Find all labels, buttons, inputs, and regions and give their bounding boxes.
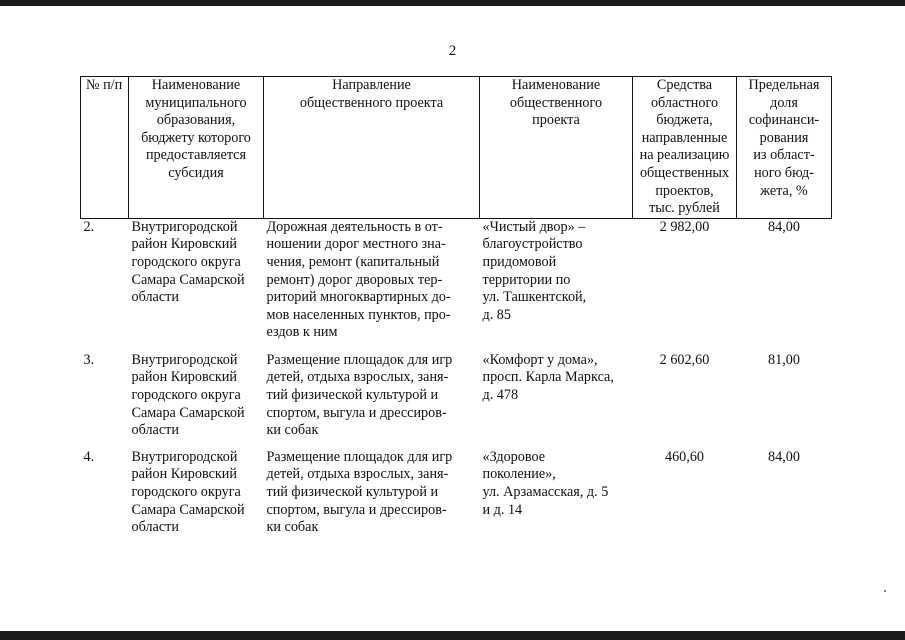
table-row <box>81 218 832 352</box>
table-header <box>81 77 832 219</box>
subsidy-table <box>80 76 832 539</box>
table-row <box>81 352 832 449</box>
share-cell: 84,00 <box>768 218 800 235</box>
project-cell: «Чистый двор» – благоустройство придомовой территории по ул. Ташкентской, д. 85 <box>482 218 587 323</box>
row-number: 2. <box>83 218 95 235</box>
funds-cell: 2 982,00 <box>659 218 710 235</box>
direction-cell: Размещение площадок для игр детей, отдыха взрослых, заня- тий физической культурой и спортом, выгула и дрессиров- ки собак <box>266 448 453 536</box>
scan-border-top <box>0 0 905 6</box>
header-cell-funds: Средства областного бюджета, направленные на реализацию общественных проектов, тыс. рублей <box>633 77 737 219</box>
municipality-cell: Внутригородской район Кировский городского округа Самара Самарской области <box>131 218 245 306</box>
municipality-cell: Внутригородской район Кировский городского округа Самара Самарской области <box>131 351 245 439</box>
direction-cell: Дорожная деятельность в от- ношении дорог местного зна- чения, ремонт (капитальный ремонт) дорог дворовых тер- риторий многоквартирных до- мов населенных пунктов, про- ездов к ним <box>266 218 451 341</box>
table-row <box>81 449 832 539</box>
table-body <box>81 218 832 539</box>
municipality-cell: Внутригородской район Кировский городского округа Самара Самарской области <box>131 448 245 536</box>
header-cell-direction: Направление общественного проекта <box>264 77 480 219</box>
row-number: 4. <box>83 448 95 465</box>
header-cell-project: Наименование общественного проекта <box>480 77 633 219</box>
header-cell-municipality: Наименование муниципального образования, бюджету которого предоставляется субсидия <box>129 77 264 219</box>
header-row <box>81 77 832 219</box>
scan-border-bottom <box>0 631 905 640</box>
scan-speck <box>884 590 886 592</box>
page-number: 2 <box>448 43 457 59</box>
direction-cell: Размещение площадок для игр детей, отдыха взрослых, заня- тий физической культурой и спортом, выгула и дрессиров- ки собак <box>266 351 453 439</box>
share-cell: 81,00 <box>768 351 800 368</box>
header-cell-share: Предельная доля софинанси- рования из област- ного бюд- жета, % <box>737 77 832 219</box>
project-cell: «Комфорт у дома», просп. Карла Маркса, д. 478 <box>482 351 614 403</box>
header-cell-number: № п/п <box>81 77 129 219</box>
row-number: 3. <box>83 351 95 368</box>
share-cell: 84,00 <box>768 448 800 465</box>
funds-cell: 460,60 <box>664 448 704 465</box>
project-cell: «Здоровое поколение», ул. Арзамасская, д. 5 и д. 14 <box>482 448 609 518</box>
funds-cell: 2 602,60 <box>659 351 710 368</box>
